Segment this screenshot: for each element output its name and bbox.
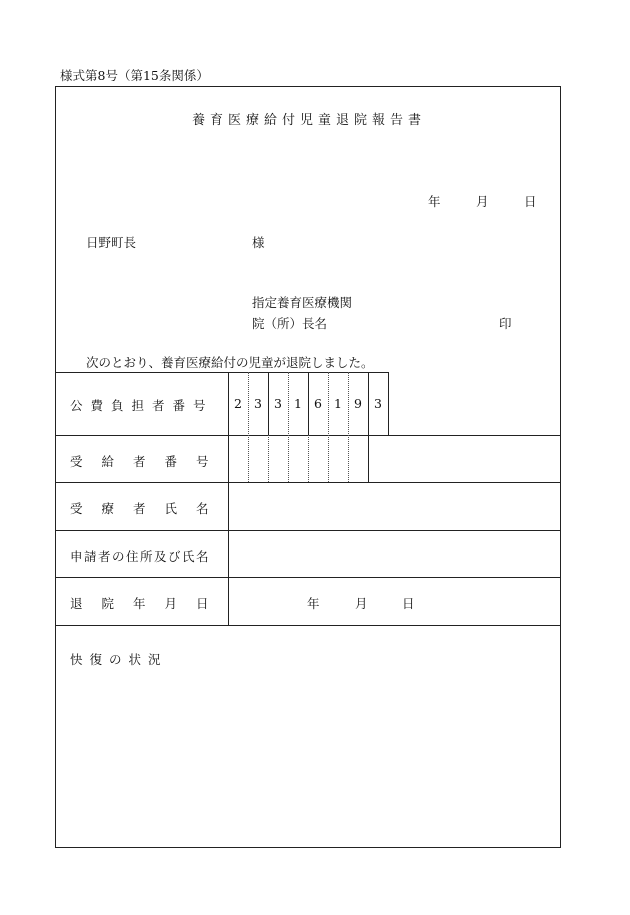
report-form xyxy=(55,86,561,848)
date-month: 月 xyxy=(476,194,489,209)
recipient-number-label: 受給者番号 xyxy=(70,454,228,469)
discharge-date-label: 退院年月日 xyxy=(70,596,228,611)
digit-separator xyxy=(268,435,269,482)
row-divider xyxy=(56,530,560,531)
discharge-month-unit: 月 xyxy=(355,596,368,611)
form-title: 養育医療給付児童退院報告書 xyxy=(191,113,426,128)
row-divider xyxy=(56,482,560,483)
institution-label: 指定養育医療機関 xyxy=(252,295,353,310)
date-day: 日 xyxy=(524,194,537,209)
director-name-label: 院（所）長名 xyxy=(252,316,328,331)
recovery-status-label: 快復の状況 xyxy=(70,652,168,667)
digit-separator xyxy=(348,372,349,482)
digit-separator xyxy=(308,435,309,482)
digit-separator xyxy=(248,372,249,482)
digit-separator xyxy=(328,372,329,482)
discharge-day-unit: 日 xyxy=(402,596,415,611)
applicant-label: 申請者の住所及び氏名 xyxy=(70,549,211,564)
row-divider xyxy=(56,372,388,373)
payer-digit: 9 xyxy=(354,396,362,411)
payer-digit: 1 xyxy=(294,396,302,411)
seal-mark: 印 xyxy=(499,316,512,331)
row-divider xyxy=(56,625,560,626)
payer-digit: 2 xyxy=(234,396,242,411)
patient-name-label: 受療者氏名 xyxy=(70,501,228,516)
intro-text: 次のとおり、養育医療給付の児童が退院しました。 xyxy=(86,355,374,370)
form-reference: 様式第8号（第15条関係） xyxy=(60,68,209,83)
payer-digit: 6 xyxy=(314,396,322,411)
addressee-honorific: 様 xyxy=(252,235,265,250)
payer-digit: 3 xyxy=(254,396,262,411)
payer-number-label: 公費負担者番号 xyxy=(70,398,214,413)
discharge-year-unit: 年 xyxy=(307,596,320,611)
row-divider xyxy=(56,577,560,578)
payer-digit: 3 xyxy=(374,396,382,411)
digit-separator xyxy=(288,372,289,482)
date-year: 年 xyxy=(428,194,441,209)
payer-digit: 1 xyxy=(334,396,342,411)
payer-digit: 3 xyxy=(274,396,282,411)
addressee-name: 日野町長 xyxy=(86,235,137,250)
digit-separator xyxy=(368,372,369,482)
digit-grid-right xyxy=(388,372,389,435)
